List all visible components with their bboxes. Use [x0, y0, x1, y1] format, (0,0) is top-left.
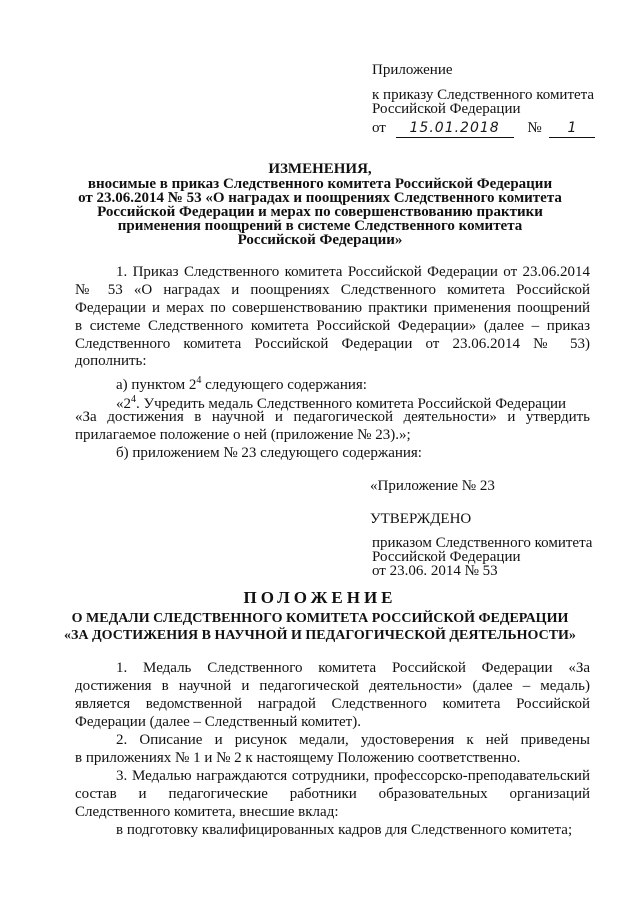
p1-line-4: в системе Следственного комитета Российской Федерации» (далее – приказ [75, 318, 590, 334]
title-line-1: вносимые в приказ Следственного комитета Российской Федерации [87, 176, 553, 192]
regulation-subtitle-2: «ЗА ДОСТИЖЕНИЯ В НАУЧНОЙ И ПЕДАГОГИЧЕСКОЙ ДЕЯТЕЛЬНОСТИ» [64, 628, 576, 643]
reg-p3-last: Следственного комитета, внесшие вклад: [75, 804, 339, 820]
title-line-4: применения поощрений в системе Следственного комитета [117, 218, 523, 234]
quote-line-2: «За достижения в научной и педагогической деятельности» и утвердить [75, 409, 590, 425]
p1-line-5: Следственного комитета Российской Федерации от 23.06.2014 № 53) [75, 336, 590, 352]
p1-line-3: Федерации и мерах по совершенствованию практики применения поощрений [75, 300, 590, 316]
approved-order-line3: от 23.06. 2014 № 53 [372, 563, 498, 579]
handwritten-date: 15.01.2018 [409, 120, 500, 136]
reg-p2-last: в приложениях № 1 и № 2 к настоящему Положению соответственно. [75, 750, 521, 766]
date-field [396, 120, 514, 138]
order-ref-line2: Российской Федерации [372, 101, 521, 117]
reg-p3-line-2: состав и педагогические работники образовательных организаций [75, 786, 590, 802]
approved-order-line2: Российской Федерации [372, 549, 521, 565]
quote-sup: 4 [131, 394, 136, 405]
reg-p1-last: Федерации (далее – Следственный комитет). [75, 714, 361, 730]
handwritten-number: 1 [567, 120, 578, 136]
appendix-label: Приложение [372, 62, 453, 78]
reg-p1-line-3: является ведомственной наградой Следственного комитета Российской [75, 696, 590, 712]
title-line-5: Российской Федерации» [237, 232, 403, 248]
number-label: № [527, 120, 542, 136]
reg-p2-line-1: 2. Описание и рисунок медали, удостоверения к ней приведены [116, 732, 590, 748]
regulation-subtitle-1: О МЕДАЛИ СЛЕДСТВЕННОГО КОМИТЕТА РОССИЙСКОЙ ФЕДЕРАЦИИ [71, 611, 569, 626]
changes-title: ИЗМЕНЕНИЯ, [268, 161, 372, 177]
order-date-row [372, 120, 595, 138]
order-ref-line1: к приказу Следственного комитета [372, 87, 595, 103]
quote-line-1-rest: . Учредить медаль Следственного комитета Российской Федерации [136, 396, 567, 412]
item-a-sup: 4 [196, 375, 202, 386]
appendix-23-label: «Приложение № 23 [370, 478, 495, 494]
title-line-3: Российской Федерации и мерах по совершенствованию практики [97, 204, 543, 220]
approved-label: УТВЕРЖДЕНО [370, 511, 472, 527]
p1-line-1: 1. Приказ Следственного комитета Российской Федерации от 23.06.2014 [116, 264, 590, 280]
quote-start: «2 [116, 396, 131, 412]
item-b: б) приложением № 23 следующего содержания: [116, 445, 422, 461]
quote-line-3: прилагаемое положение о ней (приложение № 23).»; [75, 427, 411, 443]
title-line-2: от 23.06.2014 № 53 «О наградах и поощрениях Следственного комитета [78, 190, 562, 206]
reg-p1-line-1: 1. Медаль Следственного комитета Российской Федерации «За [116, 660, 590, 676]
number-field [549, 120, 595, 138]
reg-p3-line-1: 3. Медалью награждаются сотрудники, профессорско-преподавательский [116, 768, 590, 784]
item-a-prefix: а) пунктом 2 [116, 377, 197, 393]
reg-p1-line-2: достижения в научной и педагогической деятельности» (далее – медаль) [75, 678, 590, 694]
regulation-title: ПОЛОЖЕНИЕ [243, 588, 397, 607]
p1-line-2: № 53 «О наградах и поощрениях Следственного комитета Российской [75, 282, 590, 298]
reg-p4-line: в подготовку квалифицированных кадров для Следственного комитета; [116, 822, 573, 838]
item-a-suffix: следующего содержания: [201, 377, 367, 393]
date-prefix: от [372, 120, 386, 136]
approved-order-line1: приказом Следственного комитета [372, 535, 593, 551]
p1-last: дополнить: [75, 353, 147, 369]
